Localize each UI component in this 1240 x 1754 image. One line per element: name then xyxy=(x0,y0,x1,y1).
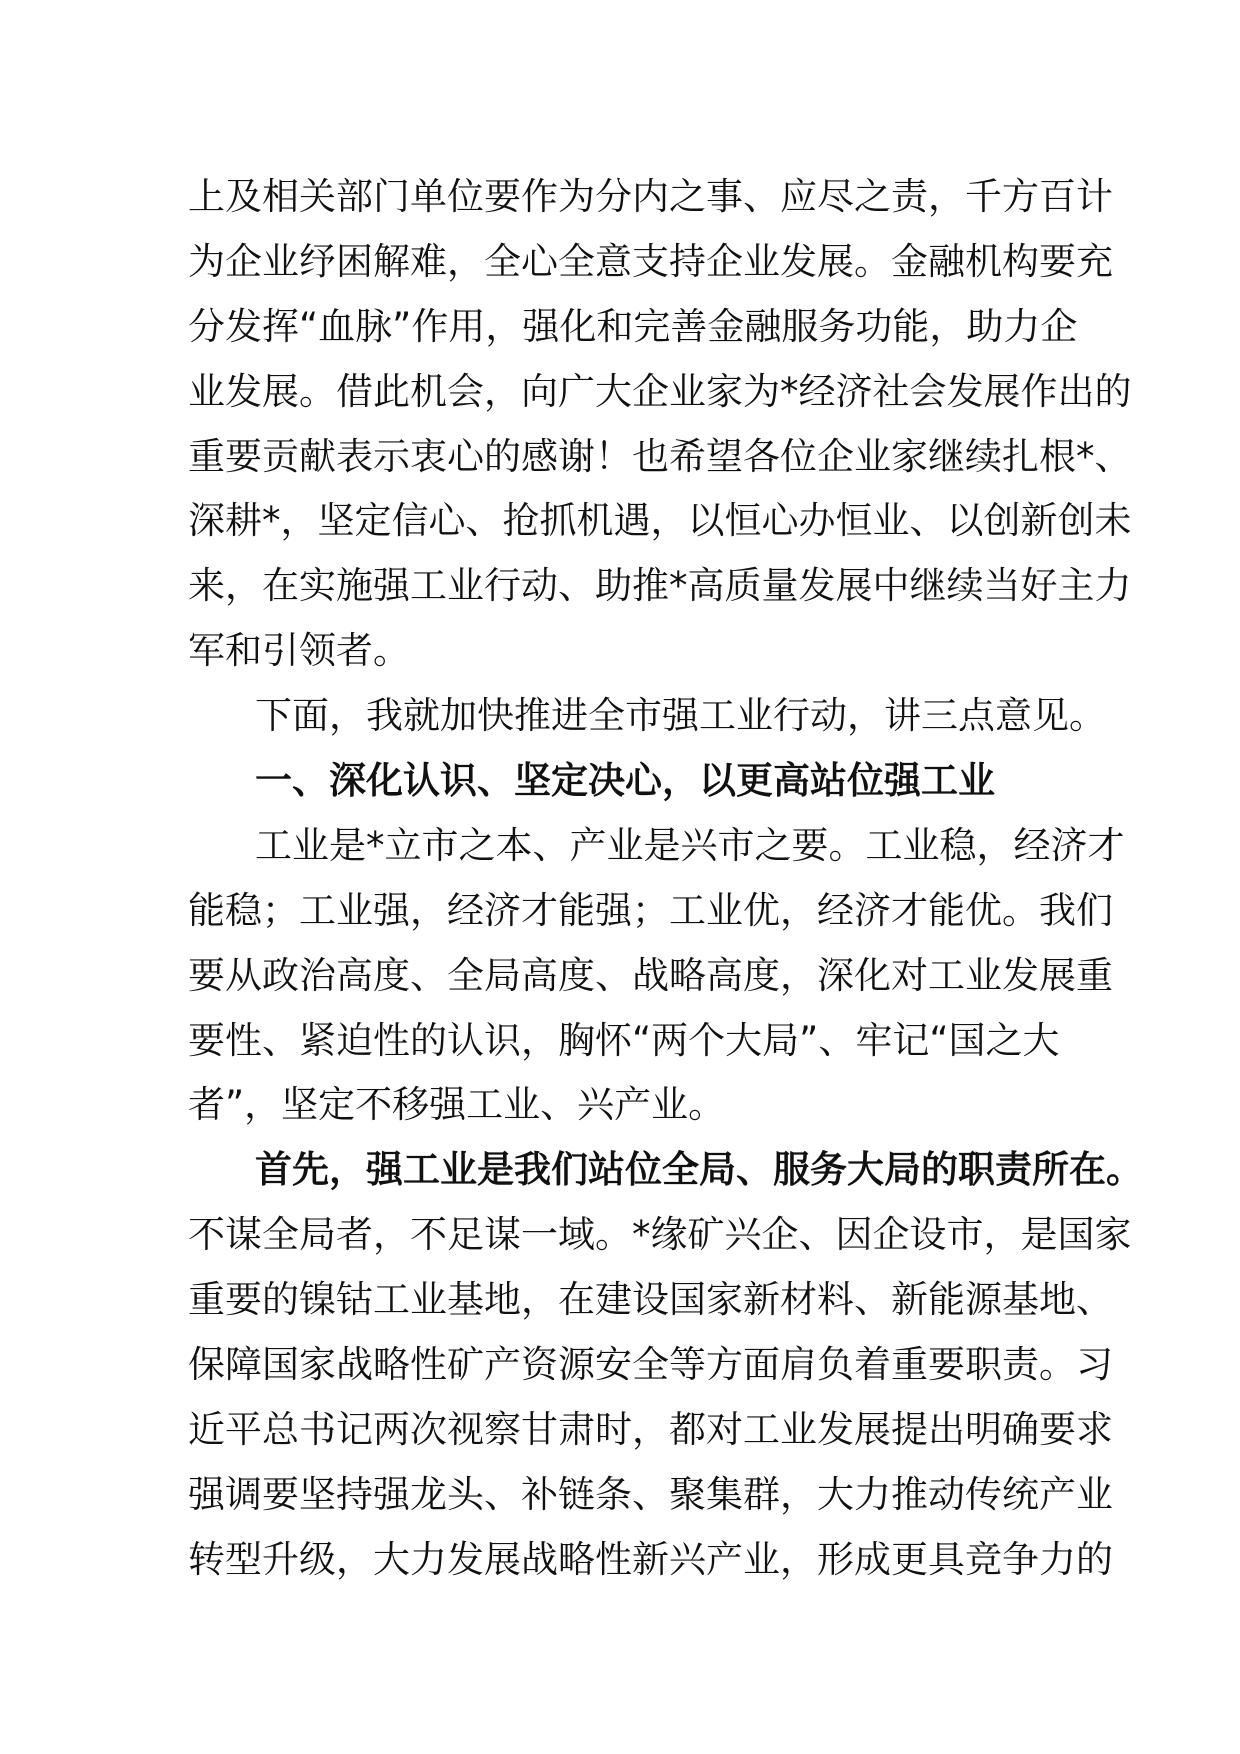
paragraph-4-line-5: 强调要坚持强龙头、补链条、聚集群，大力推动传统产业 xyxy=(188,1472,1113,1516)
paragraph-4-line-3: 保障国家战略性矿产资源安全等方面肩负着重要职责。习 xyxy=(188,1343,1113,1387)
paragraph-3-line-3: 要从政治高度、全局高度、战略高度，深化对工业发展重 xyxy=(188,953,1113,997)
paragraph-4-line-2: 重要的镍钴工业基地，在建设国家新材料、新能源基地、 xyxy=(188,1278,1113,1322)
paragraph-4-line-6: 转型升级，大力发展战略性新兴产业，形成更具竞争力的 xyxy=(188,1537,1113,1581)
paragraph-3-line-2: 能稳；工业强，经济才能强；工业优，经济才能优。我们 xyxy=(188,888,1113,932)
paragraph-3-line-5: 者”，坚定不移强工业、兴产业。 xyxy=(188,1083,726,1127)
section-heading-1: 一、深化认识、坚定决心，以更高站位强工业 xyxy=(255,759,995,803)
paragraph-1-line-6: 深耕*，坚定信心、抢抓机遇，以恒心办恒业、以创新创未 xyxy=(188,499,1132,543)
paragraph-1-line-8: 军和引领者。 xyxy=(188,629,410,673)
document-body xyxy=(188,165,1143,1593)
paragraph-4-lead-sentence: 首先，强工业是我们站位全局、服务大局的职责所在。 xyxy=(255,1148,1143,1192)
paragraph-3-line-4: 要性、紧迫性的认识，胸怀“两个大局”、牢记“国之大 xyxy=(188,1018,1060,1062)
paragraph-3-line-1: 工业是*立市之本、产业是兴市之要。工业稳，经济才 xyxy=(255,823,1125,867)
paragraph-1-line-7: 来，在实施强工业行动、助推*高质量发展中继续当好主力 xyxy=(188,564,1132,608)
paragraph-1-line-5: 重要贡献表示衷心的感谢！也希望各位企业家继续扎根*、 xyxy=(188,434,1132,478)
paragraph-4-line-1: 不谋全局者，不足谋一域。*缘矿兴企、因企设市，是国家 xyxy=(188,1213,1132,1257)
paragraph-4-line-4: 近平总书记两次视察甘肃时，都对工业发展提出明确要求 xyxy=(188,1407,1113,1451)
paragraph-1-line-1: 上及相关部门单位要作为分内之事、应尽之责，千方百计 xyxy=(188,175,1113,218)
paragraph-1-line-4: 业发展。借此机会，向广大企业家为*经济社会发展作出的 xyxy=(188,369,1132,413)
paragraph-1-line-2: 为企业纾困解难，全心全意支持企业发展。金融机构要充 xyxy=(188,239,1113,283)
paragraph-1-line-3: 分发挥“血脉”作用，强化和完善金融服务功能，助力企 xyxy=(188,304,1078,348)
paragraph-2: 下面，我就加快推进全市强工业行动，讲三点意见。 xyxy=(255,694,1106,738)
